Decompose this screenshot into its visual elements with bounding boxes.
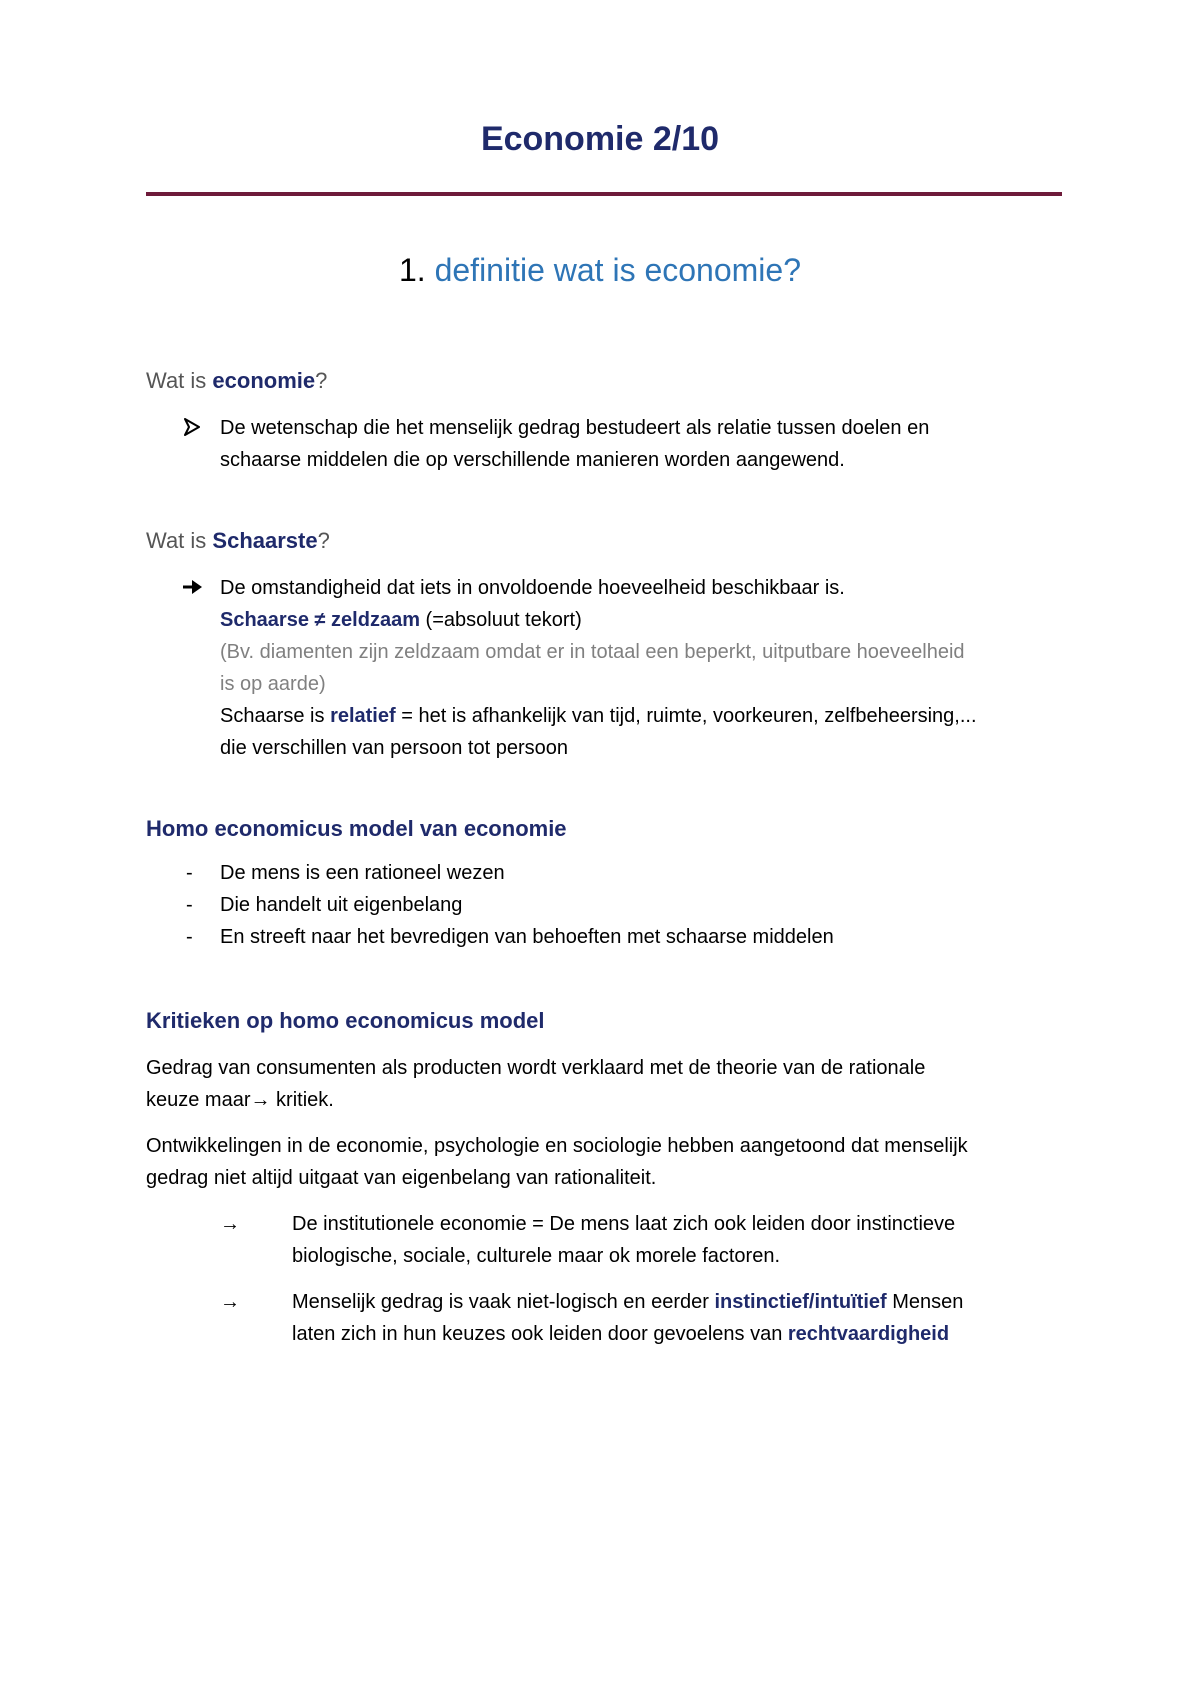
list-item: En streeft naar het bevredigen van behoeften met schaarse middelen — [220, 926, 834, 948]
arrow-bullet: → — [220, 1291, 240, 1313]
answer-economie-line-2: schaarse middelen die op verschillende manieren worden aangewend. — [220, 449, 845, 471]
kritiek-bullet-2-line-1 — [292, 1286, 963, 1318]
question-suffix: ? — [317, 528, 330, 553]
answer-schaarste-line-2 — [220, 604, 582, 636]
dash-bullet: - — [186, 894, 193, 916]
arrow-bullet: → — [220, 1213, 240, 1235]
kritiek-paragraph-1-line-1: Gedrag van consumenten als producten wordt verklaard met de theorie van de rationale — [146, 1057, 926, 1079]
answer-economie-line-1: De wetenschap die het menselijk gedrag bestudeert als relatie tussen doelen en — [220, 417, 930, 439]
heading-homo-economicus: Homo economicus model van economie — [146, 816, 567, 841]
text-rest: Mensen — [886, 1291, 964, 1313]
keyword-instinctief: instinctief/intuïtief — [714, 1291, 887, 1313]
answer-schaarste-line-3: (Bv. diamenten zijn zeldzaam omdat er in totaal een beperkt, uitputbare hoeveelheid — [220, 641, 965, 663]
list-item: De mens is een rationeel wezen — [220, 862, 505, 884]
text-prefix: laten zich in hun keuzes ook leiden door gevoelens van — [292, 1323, 788, 1345]
answer-schaarste-line-4: is op aarde) — [220, 673, 326, 695]
list-item: Die handelt uit eigenbelang — [220, 894, 463, 916]
document-title: Economie 2/10 — [480, 120, 720, 158]
text-rest: = het is afhankelijk van tijd, ruimte, voorkeuren, zelfbeheersing,... — [395, 705, 977, 727]
heading-kritieken: Kritieken op homo economicus model — [146, 1008, 545, 1033]
question-schaarste — [146, 528, 330, 554]
title-rule — [146, 192, 1062, 196]
question-prefix: Wat is — [146, 368, 213, 393]
keyword-schaarse-zeldzaam: Schaarse ≠ zeldzaam — [220, 609, 420, 631]
kritiek-bullet-2-line-2 — [292, 1318, 949, 1350]
dash-bullet: - — [186, 862, 193, 884]
arrowhead-bullet-icon — [184, 418, 200, 441]
keyword-relatief: relatief — [330, 705, 396, 727]
keyword-rechtvaardigheid: rechtvaardigheid — [787, 1323, 950, 1345]
heading-text: definitie wat is economie? — [434, 252, 801, 288]
dash-bullet: - — [186, 926, 193, 948]
text-prefix: Menselijk gedrag is vaak niet-logisch en eerder — [292, 1291, 715, 1313]
kritiek-paragraph-2-line-2: gedrag niet altijd uitgaat van eigenbelang van rationaliteit. — [146, 1167, 657, 1189]
question-keyword: Schaarste — [212, 528, 318, 553]
kritiek-bullet-1-line-2: biologische, sociale, culturele maar ok morele factoren. — [292, 1245, 781, 1267]
answer-schaarste-line-6: die verschillen van persoon tot persoon — [220, 737, 568, 759]
question-keyword: economie — [212, 368, 316, 393]
section-heading-1 — [0, 252, 1200, 289]
text-prefix: Schaarse is — [220, 705, 331, 727]
kritiek-paragraph-1-line-2: keuze maar→ kritiek. — [146, 1089, 334, 1111]
right-arrow-bullet-icon — [182, 578, 204, 601]
kritiek-bullet-1-line-1: De institutionele economie = De mens laat zich ook leiden door instinctieve — [292, 1213, 956, 1235]
heading-number: 1. — [399, 252, 426, 288]
kritiek-paragraph-2-line-1: Ontwikkelingen in de economie, psychologie en sociologie hebben aangetoond dat menselijk — [146, 1135, 968, 1157]
answer-schaarste-line-1: De omstandigheid dat iets in onvoldoende hoeveelheid beschikbaar is. — [220, 577, 845, 599]
question-suffix: ? — [315, 368, 328, 393]
question-prefix: Wat is — [146, 528, 213, 553]
answer-schaarste-line-5 — [220, 700, 977, 732]
question-economie — [146, 368, 327, 394]
text-absoluut-tekort: (=absoluut tekort) — [419, 609, 582, 631]
